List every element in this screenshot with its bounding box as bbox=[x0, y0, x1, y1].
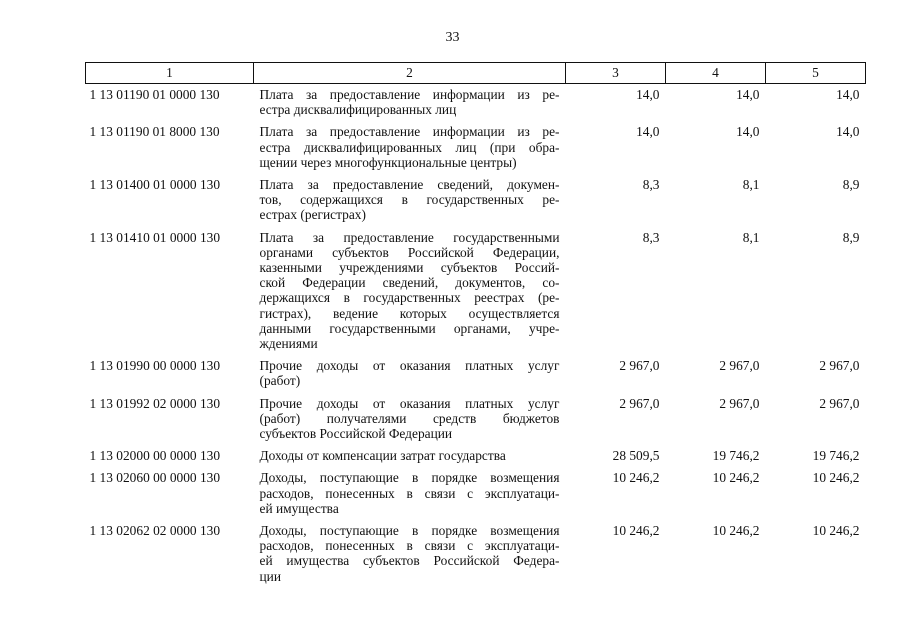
amount-col-4: 10 246,2 bbox=[712, 523, 760, 539]
revenue-name-line: Плата за предоставление информации из ре- bbox=[259, 87, 560, 102]
revenue-name-line: ждениями bbox=[259, 336, 318, 352]
table-row bbox=[86, 396, 866, 449]
amount-col-5: 14,0 bbox=[836, 87, 860, 102]
amount-col-3: 14,0 bbox=[636, 87, 660, 102]
header-col-4: 4 bbox=[666, 63, 766, 84]
revenue-name bbox=[254, 396, 566, 449]
revenue-name-line: Прочие доходы от оказания платных услуг bbox=[259, 358, 560, 374]
amount-col-3: 2 967,0 bbox=[619, 358, 660, 374]
amount-col-4: 14,0 bbox=[736, 124, 760, 140]
revenue-name-line: тов, содержащихся в государственных ре- bbox=[259, 192, 560, 208]
revenue-name bbox=[254, 124, 566, 177]
revenue-name-line: держащихся в государственных реестрах (ре- bbox=[259, 290, 560, 306]
amount-col-5: 2 967,0 bbox=[819, 358, 860, 374]
header-col-2: 2 bbox=[254, 63, 566, 84]
amount-col-4: 8,1 bbox=[742, 229, 760, 245]
header-col-3: 3 bbox=[566, 63, 666, 84]
revenue-name-line: Доходы, поступающие в порядке возмещения bbox=[259, 523, 560, 539]
revenue-code: 1 13 02060 00 0000 130 bbox=[89, 470, 221, 486]
revenue-name-line: щении через многофункциональные центры) bbox=[259, 154, 517, 170]
amount-col-3: 28 509,5 bbox=[612, 448, 660, 464]
revenue-name-line: органами субъектов Российской Федерации, bbox=[259, 244, 560, 260]
amount-col-5: 10 246,2 bbox=[812, 523, 860, 539]
amount-col-3: 8,3 bbox=[642, 177, 660, 193]
amount-col-4: 14,0 bbox=[736, 87, 760, 102]
revenue-name-line: ской Федерации сведений, документов, со- bbox=[259, 275, 560, 291]
revenue-name-line: гистрах), ведение которых осуществляется bbox=[259, 305, 560, 321]
revenue-name-line: естра дисквалифицированных лиц bbox=[259, 102, 457, 118]
revenue-name-line: Плата за предоставление информации из ре- bbox=[259, 124, 560, 140]
revenue-code: 1 13 01410 01 0000 130 bbox=[89, 229, 221, 245]
table-header-row bbox=[86, 63, 866, 84]
table-row bbox=[86, 523, 866, 591]
revenue-name bbox=[254, 470, 566, 523]
revenue-name bbox=[254, 448, 566, 470]
revenue-name bbox=[254, 523, 566, 591]
revenue-code: 1 13 01992 02 0000 130 bbox=[89, 395, 221, 411]
revenue-name-line: казенными учреждениями субъектов Россий- bbox=[259, 260, 560, 276]
header-col-5: 5 bbox=[766, 63, 866, 84]
table-row bbox=[86, 358, 866, 395]
revenue-name-line: Доходы, поступающие в порядке возмещения bbox=[259, 470, 560, 486]
revenue-name-line: расходов, понесенных в связи с эксплуатаци- bbox=[259, 485, 560, 501]
revenue-name bbox=[254, 230, 566, 359]
header-col-1: 1 bbox=[86, 63, 254, 84]
table-row bbox=[86, 84, 866, 125]
revenue-name-line: Прочие доходы от оказания платных услуг bbox=[259, 395, 560, 411]
table-row bbox=[86, 470, 866, 523]
amount-col-4: 8,1 bbox=[742, 177, 760, 193]
amount-col-3: 10 246,2 bbox=[612, 523, 660, 539]
table-row bbox=[86, 177, 866, 230]
revenue-code: 1 13 01400 01 0000 130 bbox=[89, 177, 221, 193]
page-number: 33 bbox=[445, 30, 460, 45]
revenue-name-line: Плата за предоставление сведений, докумен- bbox=[259, 177, 560, 193]
revenue-name-line: субъектов Российской Федерации bbox=[259, 426, 453, 442]
amount-col-5: 8,9 bbox=[842, 177, 860, 193]
table-row bbox=[86, 448, 866, 470]
amount-col-5: 8,9 bbox=[842, 229, 860, 245]
revenue-name-line: ей имущества bbox=[259, 500, 339, 516]
amount-col-5: 2 967,0 bbox=[819, 395, 860, 411]
revenue-name bbox=[254, 177, 566, 230]
revenue-code: 1 13 02062 02 0000 130 bbox=[89, 523, 221, 539]
revenue-name bbox=[254, 84, 566, 125]
amount-col-3: 14,0 bbox=[636, 124, 660, 140]
amount-col-3: 8,3 bbox=[642, 229, 660, 245]
revenue-name bbox=[254, 358, 566, 395]
revenue-name-line: ции bbox=[259, 568, 281, 584]
budget-revenue-table bbox=[85, 62, 866, 591]
table-body bbox=[86, 84, 866, 591]
table-row bbox=[86, 124, 866, 177]
revenue-name-line: расходов, понесенных в связи с эксплуатаци- bbox=[259, 538, 560, 554]
amount-col-3: 2 967,0 bbox=[619, 395, 660, 411]
table-row bbox=[86, 230, 866, 359]
revenue-name-line: ей имущества субъектов Российской Федера- bbox=[259, 553, 560, 569]
revenue-name-line: естра дисквалифицированных лиц (при обра- bbox=[259, 139, 560, 155]
revenue-name-line: Доходы от компенсации затрат государства bbox=[259, 448, 506, 464]
amount-col-5: 14,0 bbox=[836, 124, 860, 140]
revenue-code: 1 13 01190 01 8000 130 bbox=[89, 124, 220, 140]
revenue-name-line: (работ) получателями средств бюджетов bbox=[259, 410, 560, 426]
amount-col-4: 2 967,0 bbox=[719, 358, 760, 374]
revenue-code: 1 13 01190 01 0000 130 bbox=[89, 87, 220, 102]
revenue-name-line: (работ) bbox=[259, 373, 301, 389]
revenue-name-line: данными государственными органами, учре- bbox=[259, 320, 560, 336]
amount-col-5: 19 746,2 bbox=[812, 448, 860, 464]
amount-col-5: 10 246,2 bbox=[812, 470, 860, 486]
revenue-code: 1 13 01990 00 0000 130 bbox=[89, 358, 221, 374]
revenue-name-line: Плата за предоставление государственными bbox=[259, 229, 560, 245]
amount-col-4: 10 246,2 bbox=[712, 470, 760, 486]
amount-col-3: 10 246,2 bbox=[612, 470, 660, 486]
amount-col-4: 2 967,0 bbox=[719, 395, 760, 411]
revenue-name-line: естрах (регистрах) bbox=[259, 207, 366, 223]
amount-col-4: 19 746,2 bbox=[712, 448, 760, 464]
revenue-code: 1 13 02000 00 0000 130 bbox=[89, 448, 221, 464]
